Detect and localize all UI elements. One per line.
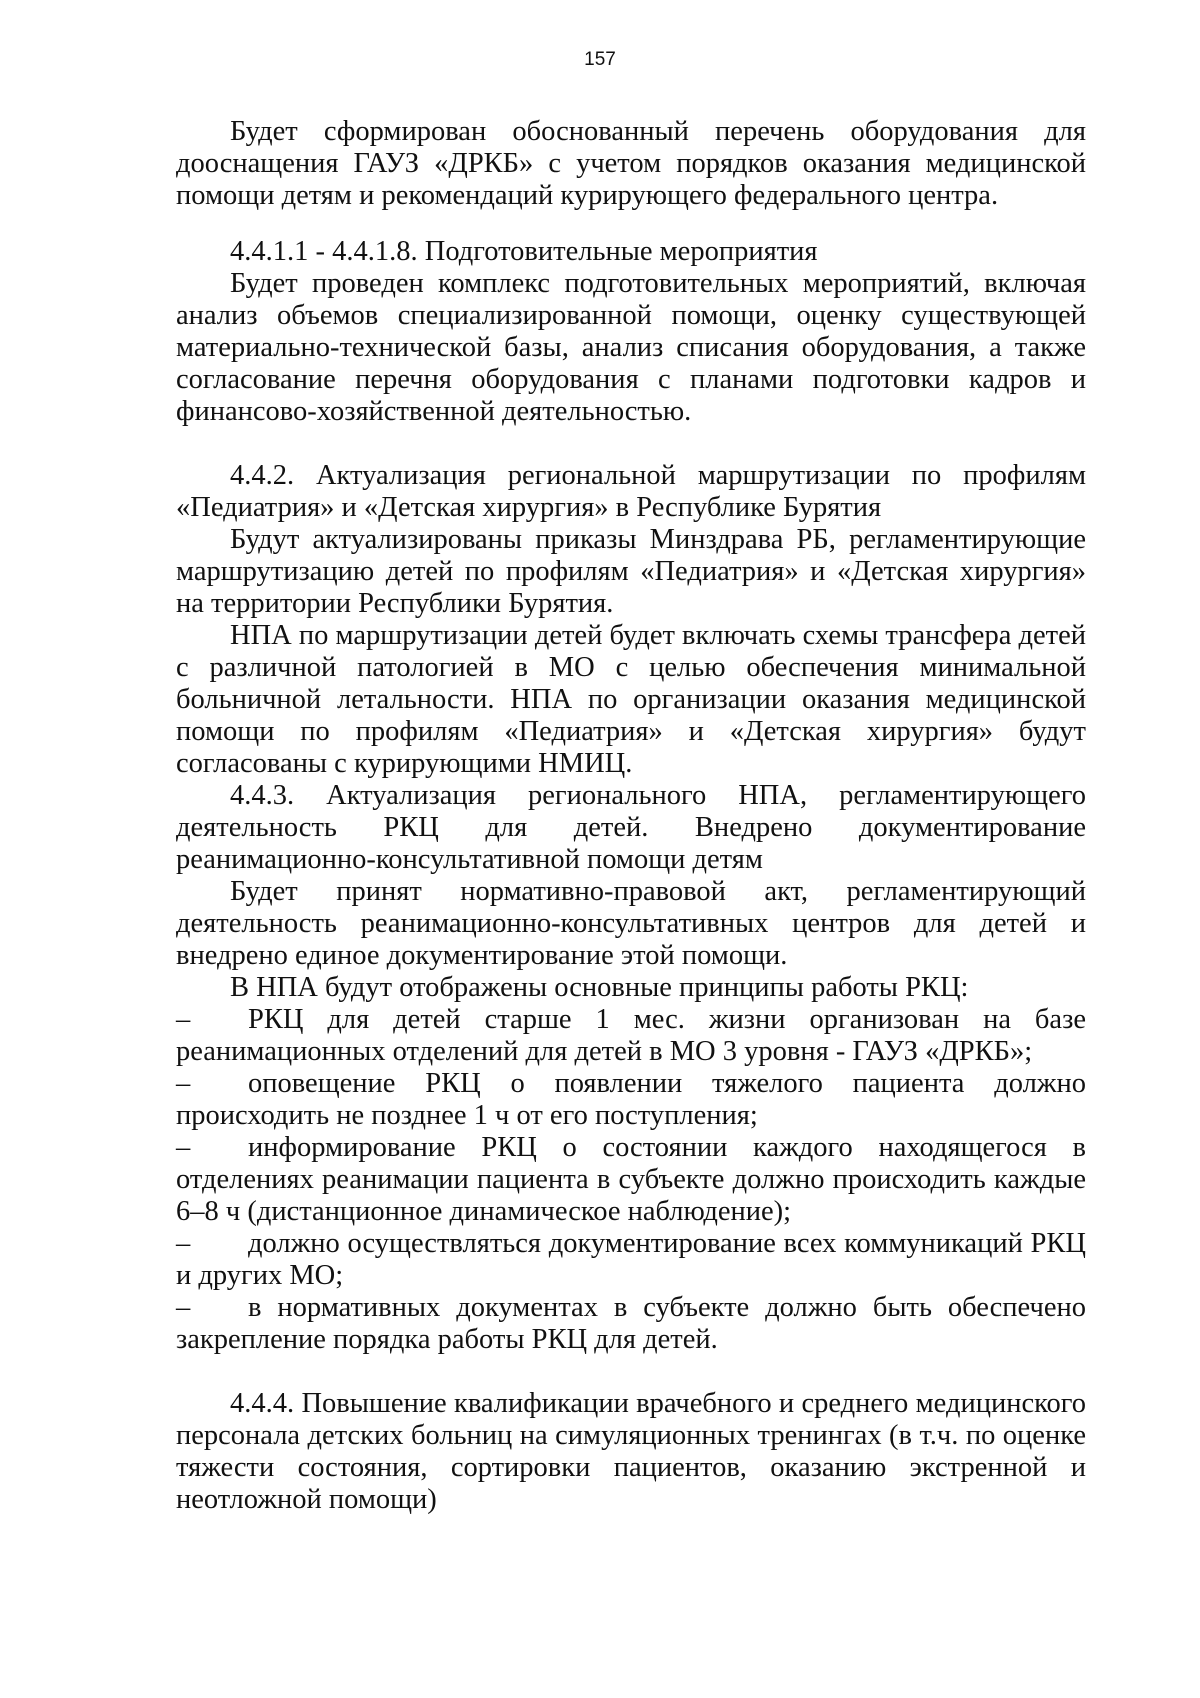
list-dash: – — [176, 1132, 191, 1163]
list-dash: – — [176, 1068, 191, 1099]
section-heading-4-4-3: 4.4.3. Актуализация регионального НПА, регламентирующего деятельность РКЦ для детей. Внедрено документирование реанимационно-консультативной помощи детям — [176, 780, 1086, 875]
list-item-text: в нормативных документах в субъекте должно быть обеспечено закрепление порядка работы РКЦ для детей. — [176, 1292, 1086, 1355]
paragraph-normative-act: Будет принят нормативно-правовой акт, регламентирующий деятельность реанимационно-консультативных центров для детей и внедрено единое документирование этой помощи. — [176, 876, 1086, 971]
list-item — [176, 1068, 1086, 1132]
list-item — [176, 1132, 1086, 1228]
paragraph-preparatory-measures: Будет проведен комплекс подготовительных мероприятий, включая анализ объемов специализированной помощи, оценку существующей материально-технической базы, анализ списания оборудования, а также согласование перечня оборудования с планами подготовки кадров и финансово-хозяйственной деятельностью. — [176, 268, 1086, 427]
list-dash: – — [176, 1292, 191, 1323]
list-item-text: оповещение РКЦ о появлении тяжелого пациента должно происходить не позднее 1 ч от его поступления; — [176, 1068, 1086, 1131]
list-item-text: должно осуществляться документирование всех коммуникаций РКЦ и других МО; — [176, 1228, 1086, 1291]
section-heading-4-4-1: 4.4.1.1 - 4.4.1.8. Подготовительные мероприятия — [230, 236, 818, 267]
section-heading-4-4-2: 4.4.2. Актуализация региональной маршрутизации по профилям «Педиатрия» и «Детская хирургия» в Республике Бурятия — [176, 460, 1086, 523]
section-heading-4-4-4: 4.4.4. Повышение квалификации врачебного и среднего медицинского персонала детских больниц на симуляционных тренингах (в т.ч. по оценке тяжести состояния, сортировки пациентов, оказанию экстренной и неотложной помощи) — [176, 1388, 1086, 1515]
paragraph-equipment-list: Будет сформирован обоснованный перечень оборудования для дооснащения ГАУЗ «ДРКБ» с учетом порядков оказания медицинской помощи детям и рекомендаций курирующего федерального центра. — [176, 116, 1086, 211]
page-number: 157 — [584, 49, 616, 70]
list-dash: – — [176, 1004, 191, 1035]
paragraph-routing-orders: Будут актуализированы приказы Минздрава РБ, регламентирующие маршрутизацию детей по профилям «Педиатрия» и «Детская хирургия» на территории Республики Бурятия. — [176, 524, 1086, 619]
list-item — [176, 1292, 1086, 1356]
paragraph-npa-routing: НПА по маршрутизации детей будет включать схемы трансфера детей с различной патологией в МО с целью обеспечения минимальной больничной летальности. НПА по организации оказания медицинской помощи по профилям «Педиатрия» и «Детская хирургия» будут согласованы с курирующими НМИЦ. — [176, 620, 1086, 779]
paragraph-principles-intro: В НПА будут отображены основные принципы работы РКЦ: — [230, 972, 969, 1003]
principles-list — [176, 1004, 1086, 1356]
list-item-text: информирование РКЦ о состоянии каждого находящегося в отделениях реанимации пациента в субъекте должно происходить каждые 6–8 ч (дистанционное динамическое наблюдение); — [176, 1132, 1086, 1227]
list-item — [176, 1228, 1086, 1292]
list-item-text: РКЦ для детей старше 1 мес. жизни организован на базе реанимационных отделений для детей в МО 3 уровня - ГАУЗ «ДРКБ»; — [176, 1004, 1086, 1067]
document-body — [176, 116, 1086, 1516]
list-dash: – — [176, 1228, 191, 1259]
list-item — [176, 1004, 1086, 1068]
